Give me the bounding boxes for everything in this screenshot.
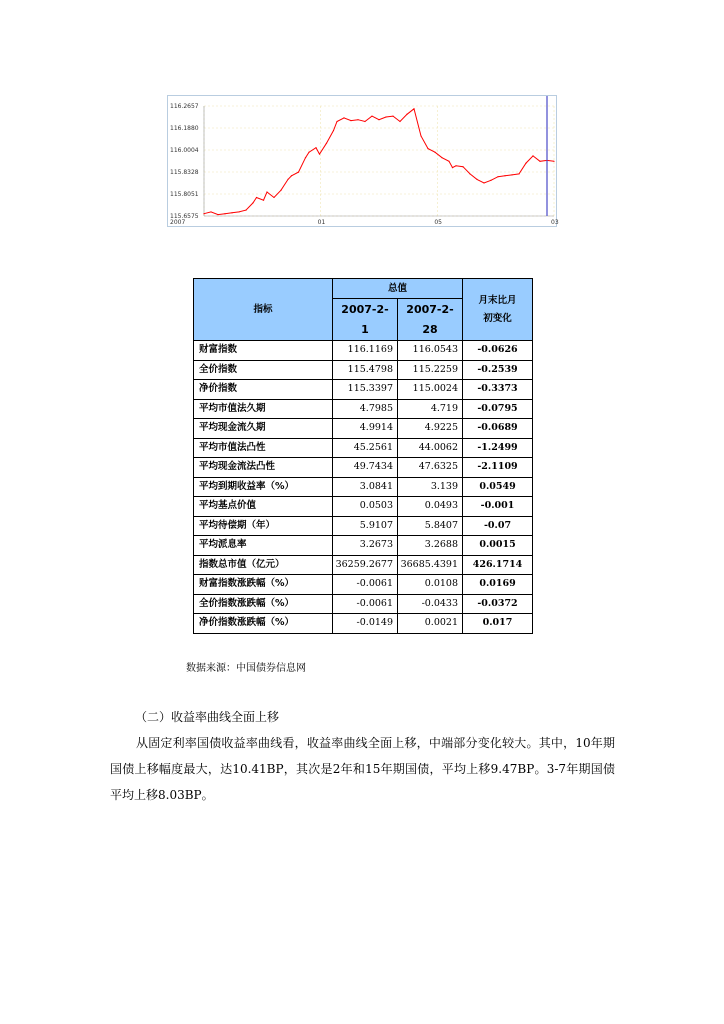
table-row (194, 438, 533, 458)
data-point (308, 152, 309, 153)
data-point (371, 115, 372, 116)
data-point (413, 108, 414, 109)
value-end: 0.0021 (398, 614, 463, 634)
value-end: 44.0062 (398, 438, 463, 458)
data-point (273, 197, 274, 198)
body-paragraph: 从固定利率国债收益率曲线看，收益率曲线全面上移，中端部分变化较大。其中，10年期国债上移幅度最大，达10.41BP，其次是2年和15年期国债，平均上移9.47BP。3-7年期国债平均上移8.03BP。 (110, 736, 615, 802)
data-point (392, 115, 393, 116)
indicator-name: 全价指数涨跌幅（%） (194, 594, 333, 614)
table-row (194, 477, 533, 497)
data-point (469, 173, 470, 174)
data-point (298, 172, 299, 173)
header-total: 总值 (333, 279, 463, 299)
indicator-name: 财富指数涨跌幅（%） (194, 575, 333, 595)
value-start: 3.2673 (333, 536, 398, 556)
indicator-name: 指数总市值（亿元） (194, 555, 333, 575)
data-point (266, 191, 267, 192)
value-start: 4.9914 (333, 419, 398, 439)
value-start: -0.0149 (333, 614, 398, 634)
data-point (406, 114, 407, 115)
data-point (385, 116, 386, 117)
indicator-name: 平均派息率 (194, 536, 333, 556)
y-tick-label: 115.6575 (170, 213, 199, 220)
data-point (553, 161, 554, 162)
data-point (343, 117, 344, 118)
indicator-name: 平均现金流久期 (194, 419, 333, 439)
indicator-name: 净价指数 (194, 380, 333, 400)
value-end: 115.2259 (398, 360, 463, 380)
data-point (378, 119, 379, 120)
section-heading: （二）收益率曲线全面上移 (135, 710, 280, 724)
value-change: -0.0689 (463, 419, 533, 439)
header-indicator: 指标 (194, 279, 333, 341)
indicator-name: 平均市值法久期 (194, 399, 333, 419)
indicator-name: 净价指数涨跌幅（%） (194, 614, 333, 634)
data-point (291, 175, 292, 176)
value-change: -0.001 (463, 497, 533, 517)
value-end: 115.0024 (398, 380, 463, 400)
data-point (441, 157, 442, 158)
value-change: -2.1109 (463, 458, 533, 478)
data-point (357, 119, 358, 120)
indicator-name: 财富指数 (194, 341, 333, 361)
value-change: 0.0549 (463, 477, 533, 497)
value-end: 0.0108 (398, 575, 463, 595)
data-point (448, 161, 449, 162)
value-end: 3.139 (398, 477, 463, 497)
table-row (194, 399, 533, 419)
value-start: 36259.2677 (333, 555, 398, 575)
series-line (204, 109, 554, 215)
y-tick-label: 115.8051 (170, 191, 199, 198)
data-point (455, 165, 456, 166)
data-point (224, 213, 225, 214)
data-point (263, 200, 264, 201)
value-change: 426.1714 (463, 555, 533, 575)
value-end: 116.0543 (398, 341, 463, 361)
value-start: 5.9107 (333, 516, 398, 536)
indicator-name: 平均市值法凸性 (194, 438, 333, 458)
data-point (532, 155, 533, 156)
x-tick-label: 01 (317, 219, 326, 226)
value-start: 4.7985 (333, 399, 398, 419)
y-tick-label: 115.8328 (170, 169, 199, 176)
data-point (326, 143, 327, 144)
bond-index-table (193, 278, 533, 634)
data-point (256, 197, 257, 198)
value-end: 36685.4391 (398, 555, 463, 575)
table-row (194, 360, 533, 380)
data-point (476, 179, 477, 180)
indicator-name: 平均基点价值 (194, 497, 333, 517)
data-point (420, 135, 421, 136)
value-start: -0.0061 (333, 575, 398, 595)
data-point (238, 211, 239, 212)
data-point (364, 121, 365, 122)
table-row (194, 516, 533, 536)
header-date-start: 2007-2-1 (333, 299, 398, 341)
table-row (194, 536, 533, 556)
y-tick-label: 116.1880 (170, 125, 199, 132)
value-end: 3.2688 (398, 536, 463, 556)
value-end: 47.6325 (398, 458, 463, 478)
data-point (315, 147, 316, 148)
value-end: 0.0493 (398, 497, 463, 517)
data-point (462, 166, 463, 167)
value-start: 0.0503 (333, 497, 398, 517)
data-point (427, 148, 428, 149)
value-change: -0.2539 (463, 360, 533, 380)
value-change: -0.0372 (463, 594, 533, 614)
data-point (525, 162, 526, 163)
table-row (194, 614, 533, 634)
indicator-name: 全价指数 (194, 360, 333, 380)
value-change: -0.0626 (463, 341, 533, 361)
table-row (194, 341, 533, 361)
table-row (194, 594, 533, 614)
value-change: 0.017 (463, 614, 533, 634)
value-end: 4.719 (398, 399, 463, 419)
value-start: 115.4798 (333, 360, 398, 380)
data-source-note: 数据来源：中国债券信息网 (186, 663, 306, 674)
value-end: -0.0433 (398, 594, 463, 614)
data-point (483, 182, 484, 183)
value-start: 116.1169 (333, 341, 398, 361)
indicator-name: 平均到期收益率（%） (194, 477, 333, 497)
value-start: 45.2561 (333, 438, 398, 458)
value-change: -1.2499 (463, 438, 533, 458)
value-change: -0.0795 (463, 399, 533, 419)
value-end: 4.9225 (398, 419, 463, 439)
data-point (490, 180, 491, 181)
data-point (497, 176, 498, 177)
value-start: 49.7434 (333, 458, 398, 478)
table-row (194, 458, 533, 478)
value-end: 5.8407 (398, 516, 463, 536)
table-row (194, 497, 533, 517)
data-point (231, 212, 232, 213)
data-point (539, 161, 540, 162)
data-point (319, 153, 320, 154)
value-start: -0.0061 (333, 594, 398, 614)
value-change: -0.07 (463, 516, 533, 536)
data-point (434, 152, 435, 153)
y-tick-label: 116.0004 (170, 147, 199, 154)
data-point (203, 213, 204, 214)
indicator-name: 平均现金流法凸性 (194, 458, 333, 478)
value-change: -0.3373 (463, 380, 533, 400)
x-tick-label: 03 (551, 219, 559, 226)
data-point (280, 190, 281, 191)
table-row (194, 380, 533, 400)
data-point (336, 121, 337, 122)
data-point (518, 173, 519, 174)
y-tick-label: 116.2657 (170, 103, 199, 110)
data-point (333, 130, 334, 131)
data-point (305, 157, 306, 158)
data-point (350, 120, 351, 121)
chart-plot (168, 96, 559, 226)
data-point (452, 167, 453, 168)
data-point (399, 121, 400, 122)
header-date-end: 2007-2-28 (398, 299, 463, 341)
table-row (194, 419, 533, 439)
table-row (194, 575, 533, 595)
data-point (252, 202, 253, 203)
value-change: 0.0169 (463, 575, 533, 595)
data-point (210, 211, 211, 212)
value-start: 115.3397 (333, 380, 398, 400)
table-row (194, 555, 533, 575)
value-change: 0.0015 (463, 536, 533, 556)
x-tick-label: 05 (434, 219, 442, 226)
indicator-name: 平均待偿期（年） (194, 516, 333, 536)
data-point (245, 210, 246, 211)
data-point (511, 174, 512, 175)
value-start: 3.0841 (333, 477, 398, 497)
x-tick-label: 2007 (170, 219, 186, 226)
data-point (287, 179, 288, 180)
data-point (504, 175, 505, 176)
data-point (217, 214, 218, 215)
index-trend-chart (167, 95, 557, 227)
header-change: 月末比月初变化 (463, 279, 533, 341)
